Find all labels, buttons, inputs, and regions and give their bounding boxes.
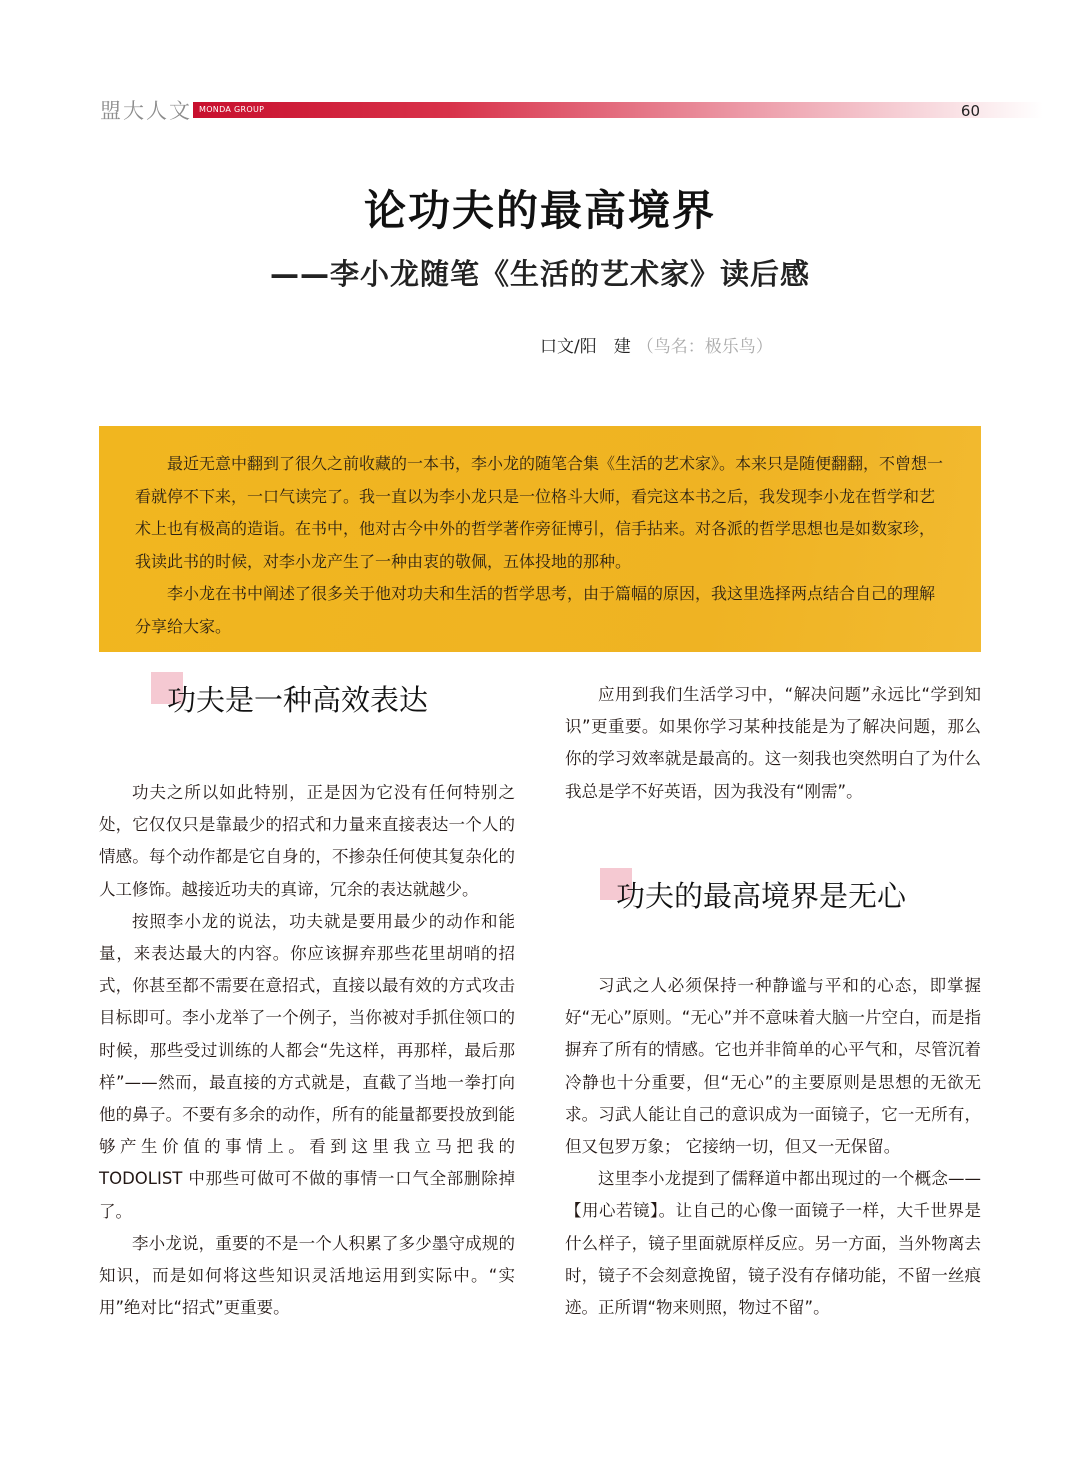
header-red-band [193, 102, 1043, 118]
left-column [99, 777, 515, 1324]
article-title: 论功夫的最高境界 [363, 186, 716, 235]
right-column-top [565, 679, 981, 808]
intro-box [99, 426, 981, 652]
body-paragraph: 这里李小龙提到了儒释道中都出现过的一个概念——【用心若镜】。让自己的心像一面镜子一样，大千世界是什么样子，镜子里面就原样反应。另一方面，当外物离去时，镜子不会刻意挽留，镜子没有存储功能，不留一丝痕迹。正所谓“物来则照，物过不留”。 [565, 1169, 981, 1318]
page-header [100, 96, 980, 126]
intro-paragraph: 最近无意中翻到了很久之前收藏的一本书，李小龙的随笔合集《生活的艺术家》。本来只是随便翻翻，不曾想一看就停不下来，一口气读完了。我一直以为李小龙只是一位格斗大师，看完这本书之后，我发现李小龙在哲学和艺术上也有极高的造诣。在书中，他对古今中外的哲学著作旁征博引，信手拈来。对各派的哲学思想也是如数家珍，我读此书的时候，对李小龙产生了一种由衷的敬佩，五体投地的那种。 [135, 454, 944, 571]
section-title: 功夫的最高境界是无心 [616, 879, 907, 913]
author-note: （鸟名：极乐鸟） [636, 337, 773, 357]
magazine-brand: 盟大人文 [100, 99, 192, 123]
body-paragraph: 应用到我们生活学习中，“解决问题”永远比“学到知识”更重要。如果你学习某种技能是为了解决问题，那么你的学习效率就是最高的。这一刻我也突然明白了为什么我总是学不好英语，因为我没有“刚需”。 [565, 685, 981, 801]
band-label: MONDA GROUP [199, 105, 265, 114]
intro-paragraph: 李小龙在书中阐述了很多关于他对功夫和生活的哲学思考，由于篇幅的原因，我这里选择两点结合自己的理解分享给大家。 [135, 584, 936, 636]
body-paragraph: 功夫之所以如此特别，正是因为它没有任何特别之处，它仅仅只是靠最少的招式和力量来直接表达一个人的情感。每个动作都是它自身的，不掺杂任何使其复杂化的人工修饰。越接近功夫的真谛，冗余的表达就越少。 [99, 783, 515, 899]
section-title: 功夫是一种高效表达 [167, 683, 429, 717]
article-subtitle: ——李小龙随笔《生活的艺术家》读后感 [269, 257, 810, 291]
author-line [540, 332, 773, 357]
body-paragraph: 习武之人必须保持一种静谧与平和的心态，即掌握好“无心”原则。“无心”并不意味着大脑一片空白，而是指摒弃了所有的情感。它也并非简单的心平气和，尽管沉着冷静也十分重要，但“无心”的主要原则是思想的无欲无求。习武人能让自己的意识成为一面镜子，它一无所有，但又包罗万象； 它接纳一切，但又一无保留。 [565, 976, 981, 1157]
body-paragraph: 李小龙说，重要的不是一个人积累了多少墨守成规的知识，而是如何将这些知识灵活地运用到实际中。“实用”绝对比“招式”更重要。 [99, 1233, 515, 1318]
body-paragraph: 按照李小龙的说法，功夫就是要用最少的动作和能量，来表达最大的内容。你应该摒弃那些花里胡哨的招式，你甚至都不需要在意招式，直接以最有效的方式攻击目标即可。李小龙举了一个例子，当你被对手抓住领口的时候，那些受过训练的人都会“先这样，再那样，最后那样”——然而，最直接的方式就是，直截了当地一拳打向他的鼻子。不要有多余的动作，所有的能量都要投放到能够产生价值的事情上。看到这里我立马把我的 TODOLIST 中那些可做可不做的事情一口气全部删除掉了。 [99, 911, 515, 1221]
page-number: 60 [960, 102, 980, 120]
author-name: 口文/阳 建 [540, 337, 631, 357]
right-column-bottom [565, 970, 981, 1324]
